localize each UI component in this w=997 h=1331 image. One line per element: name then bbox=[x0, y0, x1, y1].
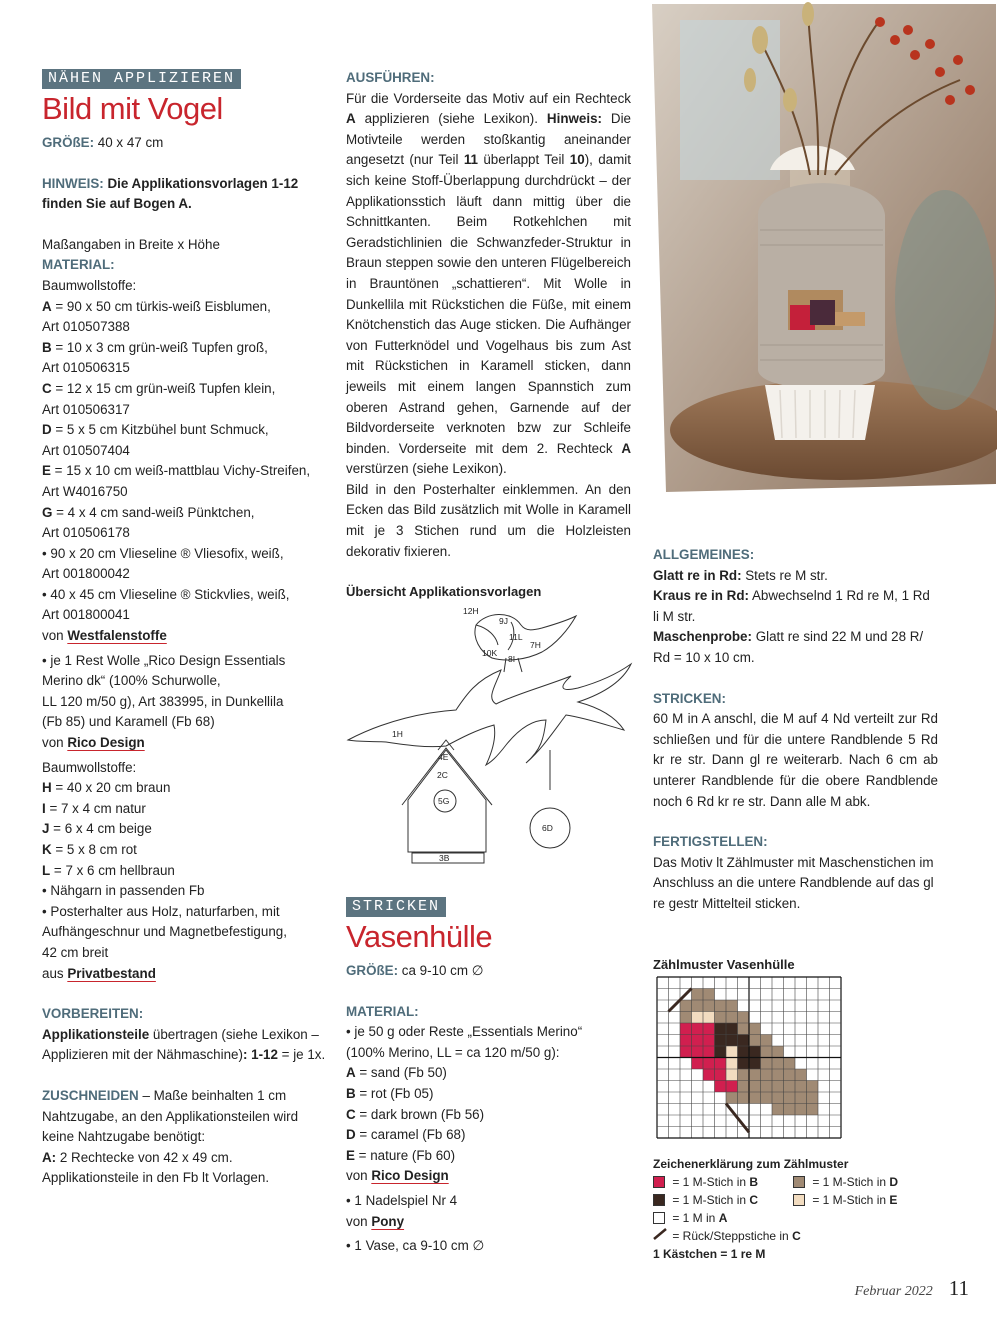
chart-cell bbox=[795, 1092, 807, 1104]
chart-cell bbox=[761, 1046, 773, 1058]
section-tag: NÄHEN APPLIZIEREN bbox=[42, 69, 241, 89]
list-item: A = sand (Fb 50) bbox=[346, 1065, 447, 1081]
exec-label: AUSFÜHREN: bbox=[346, 70, 435, 85]
chart-cell bbox=[807, 1104, 819, 1116]
chart-cell bbox=[807, 1081, 819, 1093]
diagram-label: 8I bbox=[508, 654, 516, 664]
magazine-issue: Februar 2022 bbox=[854, 1284, 933, 1299]
chart-cell bbox=[703, 989, 715, 1001]
list-item: • 90 x 20 cm Vlieseline ® Vliesofix, weiß, bbox=[42, 545, 284, 561]
swatch-brown bbox=[653, 1194, 665, 1206]
list-item: H = 40 x 20 cm braun bbox=[42, 780, 171, 796]
overview-caption: Übersicht Applikationsvorlagen bbox=[346, 584, 542, 600]
chart-cell bbox=[784, 1104, 796, 1116]
legend-entry: = 1 M-Stich in E bbox=[793, 1191, 897, 1209]
page-number: 11 bbox=[948, 1276, 969, 1300]
chart-cell bbox=[795, 1104, 807, 1116]
swatch-caramel bbox=[793, 1176, 805, 1188]
chart-cell bbox=[772, 1081, 784, 1093]
list-item: G = 4 x 4 cm sand-weiß Pünktchen, bbox=[42, 504, 255, 520]
chart-cell bbox=[692, 1035, 704, 1047]
diagram-label: 12H bbox=[463, 606, 479, 616]
chart-cell bbox=[761, 1081, 773, 1093]
list-item: Art W4016750 bbox=[42, 483, 128, 499]
chart-cell bbox=[761, 1058, 773, 1070]
list-item: • 40 x 45 cm Vlieseline ® Stickvlies, weiß, bbox=[42, 586, 290, 602]
supplier-rico: Rico Design bbox=[67, 735, 145, 751]
diagram-label: 7H bbox=[530, 640, 541, 650]
chart-cell bbox=[726, 1081, 738, 1093]
chart-cell bbox=[692, 1058, 704, 1070]
hint-line bbox=[42, 174, 332, 215]
legend-title: Zeichenerklärung zum Zählmuster bbox=[653, 1157, 849, 1171]
chart-cell bbox=[715, 1012, 727, 1024]
exec-text-2: Bild in den Posterhalter einklemmen. An den Ecken das Bild zusätzlich mit Wolle in Karamell mit je 3 Stichen rund um die Holzleisten dekorativ fixieren. bbox=[346, 481, 631, 559]
chart-cell bbox=[703, 1058, 715, 1070]
chart-cell bbox=[784, 1092, 796, 1104]
list-item: B = 10 x 3 cm grün-weiß Tupfen groß, bbox=[42, 339, 268, 355]
legend-entry: = 1 M in A bbox=[653, 1209, 943, 1227]
chart-cell bbox=[715, 1081, 727, 1093]
supplier-line: von Rico Design bbox=[42, 735, 145, 751]
list-item: • 1 Vase, ca 9-10 cm ∅ bbox=[346, 1238, 485, 1254]
list-item: D = 5 x 5 cm Kitzbühel bunt Schmuck, bbox=[42, 422, 269, 438]
chart-cell bbox=[749, 1092, 761, 1104]
section-tag: STRICKEN bbox=[346, 897, 446, 917]
chart-cell bbox=[807, 1092, 819, 1104]
diagram-label: 9J bbox=[499, 616, 508, 626]
chart-cell bbox=[692, 1000, 704, 1012]
prep-text: Applikationsteile übertragen (siehe Lexikon – Applizieren mit der Nähmaschine): 1-12 = je 1x. bbox=[42, 1026, 326, 1063]
chart-cell bbox=[772, 1092, 784, 1104]
hint-label: HINWEIS: bbox=[42, 175, 104, 191]
wool-line: Merino dk“ (100% Schurwolle, bbox=[42, 673, 221, 689]
knit-text: 60 M in A anschl, die M auf 4 Nd verteilt zur Rd schließen und für die untere Randblende 5 Rd kr re str. Dann gl re weiterarb. Nach 6 cm ab unterer Randblende für die obere Randblende noch 6 Rd kr re str. Dann alle M abk. bbox=[653, 711, 938, 809]
list-item: Art 010507404 bbox=[42, 442, 130, 458]
chart-cell bbox=[738, 1092, 750, 1104]
general-line: Kraus re in Rd: Abwechselnd 1 Rd re M, 1 Rd li M str. bbox=[653, 588, 930, 624]
chart-cell bbox=[680, 1023, 692, 1035]
chart-cell bbox=[761, 1092, 773, 1104]
chart-cell bbox=[680, 1035, 692, 1047]
knit-label: STRICKEN: bbox=[653, 690, 726, 706]
chart-cell bbox=[703, 1069, 715, 1081]
chart-cell bbox=[715, 1069, 727, 1081]
chart-cell bbox=[738, 1012, 750, 1024]
chart-cell bbox=[738, 1069, 750, 1081]
chart-cell bbox=[726, 1046, 738, 1058]
chart-cell bbox=[715, 1000, 727, 1012]
backstitch-icon bbox=[653, 1227, 667, 1245]
chart-cell bbox=[749, 1058, 761, 1070]
chart-cell bbox=[772, 1104, 784, 1116]
swatch-nature bbox=[793, 1194, 805, 1206]
list-item: Art 001800042 bbox=[42, 566, 130, 582]
chart-cell bbox=[738, 1058, 750, 1070]
chart-cell bbox=[703, 1035, 715, 1047]
diagram-label: 3B bbox=[439, 853, 450, 863]
list-item: • 1 Nadelspiel Nr 4 bbox=[346, 1192, 458, 1208]
chart-cell bbox=[784, 1058, 796, 1070]
cut-last: Applikationsteile in den Fb lt Vorlagen. bbox=[42, 1170, 270, 1186]
swatch-red bbox=[653, 1176, 665, 1188]
diagram-label: 2C bbox=[437, 770, 448, 780]
page-title: Bild mit Vogel bbox=[42, 91, 223, 126]
legend-note: 1 Kästchen = 1 re M bbox=[653, 1247, 766, 1261]
chart-cell bbox=[726, 1035, 738, 1047]
chart-cell bbox=[726, 1092, 738, 1104]
chart-cell bbox=[795, 1081, 807, 1093]
chart-cell bbox=[772, 1069, 784, 1081]
supplier-westfalenstoffe: Westfalenstoffe bbox=[67, 628, 167, 644]
measure-note: Maßangaben in Breite x Höhe bbox=[42, 236, 220, 252]
list-item: Aufhängeschnur und Magnetbefestigung, bbox=[42, 924, 287, 940]
diagram-label: 11L bbox=[509, 632, 523, 642]
right-column bbox=[653, 545, 938, 975]
list-item: Art 010506317 bbox=[42, 401, 130, 417]
chart-cell bbox=[761, 1035, 773, 1047]
supplier-privat: Privatbestand bbox=[67, 965, 156, 981]
chart-cell bbox=[772, 1046, 784, 1058]
chart-cell bbox=[692, 1023, 704, 1035]
applique-overview-diagram bbox=[346, 600, 636, 875]
chart-cell bbox=[715, 1023, 727, 1035]
vase-section bbox=[346, 896, 631, 1257]
list-item: K = 5 x 8 cm rot bbox=[42, 842, 137, 857]
list-item: E = nature (Fb 60) bbox=[346, 1147, 456, 1163]
chart-cell bbox=[738, 1081, 750, 1093]
legend-entry: = 1 M-Stich in B bbox=[653, 1173, 793, 1191]
chart-cell bbox=[703, 1023, 715, 1035]
finish-label: FERTIGSTELLEN: bbox=[653, 834, 768, 850]
chart-cell bbox=[680, 1046, 692, 1058]
diagram-label: 1H bbox=[392, 729, 403, 739]
exec-text: Für die Vorderseite das Motiv auf ein Rechteck A applizieren (siehe Lexikon). Hinweis: Die Motivteile werden stoßkantig aneinander angesetzt (nur Teil 11 überlappt Teil 10), damit sich keine Stoff-Überlappung durchdrückt – der Applikationsstich läuft dann mittig über die Schnittkanten. Beim Rotkehlchen mit Geradstichlinien die Schwanzfeder-Struktur in Braun steppen sowie den unteren Flügelbereich in Brauntönen „schattieren“. Mit Wolle in Dunkellila mit Rückstichen die Füße, mit einem Knötchenstich das Auge sticken. Die Aufhänger von Futterknödel und Vogelhaus bis zum Ast mit Rückstichen in Karamell sticken, dann jeweils mit einem langen Spannstich zum oberen Astrand gehen, Garnende auf der Bildvorderseite verknoten bzw zur Schleife binden. Vorderseite mit dem 2. Rechteck A verstürzen (siehe Lexikon). bbox=[346, 90, 631, 477]
legend-entry: = 1 M-Stich in C bbox=[653, 1191, 793, 1209]
list-item: • Posterhalter aus Holz, naturfarben, mit bbox=[42, 903, 280, 919]
hint-text: Die Applikationsvorlagen 1-12 finden Sie auf Bogen A. bbox=[42, 175, 299, 212]
chart-cell bbox=[692, 1046, 704, 1058]
material-label: MATERIAL: bbox=[346, 1003, 419, 1019]
list-item: (100% Merino, LL = ca 120 m/50 g): bbox=[346, 1044, 560, 1060]
size-label: GRÖßE: bbox=[42, 135, 95, 150]
legend-entry: = 1 M-Stich in D bbox=[793, 1173, 898, 1191]
chart-cell bbox=[749, 1023, 761, 1035]
wool-line: LL 120 m/50 g), Art 383995, in Dunkellila bbox=[42, 693, 284, 709]
chart-cell bbox=[715, 1035, 727, 1047]
general-line: Glatt re in Rd: Stets re M str. bbox=[653, 567, 828, 583]
chart-cell bbox=[749, 1081, 761, 1093]
list-item: Art 010506315 bbox=[42, 360, 130, 376]
list-item: D = caramel (Fb 68) bbox=[346, 1127, 466, 1143]
chart-cell bbox=[738, 1035, 750, 1047]
chart-cell bbox=[749, 1046, 761, 1058]
chart-cell bbox=[703, 1012, 715, 1024]
chart-cell bbox=[726, 1069, 738, 1081]
supplier-line: von Westfalenstoffe bbox=[42, 628, 167, 644]
diagram-label: 6D bbox=[542, 823, 553, 833]
list-item: I = 7 x 4 cm natur bbox=[42, 800, 146, 816]
page-footer bbox=[855, 1276, 969, 1301]
size-line bbox=[42, 133, 332, 154]
chart-caption: Zählmuster Vasenhülle bbox=[653, 956, 795, 972]
chart-cell bbox=[749, 1035, 761, 1047]
chart-legend bbox=[653, 1155, 943, 1263]
branch-outline bbox=[348, 664, 631, 765]
chart-cell bbox=[715, 1058, 727, 1070]
list-item: J = 6 x 4 cm beige bbox=[42, 821, 152, 837]
list-item: E = 15 x 10 cm weiß-mattblau Vichy-Streifen, bbox=[42, 463, 311, 479]
left-column bbox=[42, 68, 332, 1189]
diagram-label: 10K bbox=[482, 648, 498, 658]
chart-cell bbox=[703, 1000, 715, 1012]
list-item: C = 12 x 15 cm grün-weiß Tupfen klein, bbox=[42, 380, 276, 396]
diagram-label: 4E bbox=[438, 752, 449, 762]
list-item: A = 90 x 50 cm türkis-weiß Eisblumen, bbox=[42, 298, 271, 314]
list-item: B = rot (Fb 05) bbox=[346, 1085, 434, 1101]
list-item: Art 010506178 bbox=[42, 525, 130, 541]
chart-cell bbox=[795, 1069, 807, 1081]
list-item: • Nähgarn in passenden Fb bbox=[42, 883, 205, 899]
chart-cell bbox=[784, 1081, 796, 1093]
chart-cell bbox=[692, 1012, 704, 1024]
wool-line: • je 1 Rest Wolle „Rico Design Essentials bbox=[42, 652, 286, 668]
swatch-white bbox=[653, 1212, 665, 1224]
finish-text: Das Motiv lt Zählmuster mit Maschenstichen im Anschluss an die untere Randblende auf das gl re gestr Mittelteil sticken. bbox=[653, 854, 934, 911]
fabrics-label: Baumwollstoffe: bbox=[42, 277, 137, 293]
chart-cell bbox=[703, 1046, 715, 1058]
material-label: MATERIAL: bbox=[42, 257, 115, 273]
supplier-line: von Rico Design bbox=[346, 1168, 449, 1184]
chart-cell bbox=[680, 1012, 692, 1024]
list-item: C = dark brown (Fb 56) bbox=[346, 1106, 485, 1122]
chart-cell bbox=[726, 1000, 738, 1012]
diagram-label: 5G bbox=[438, 796, 450, 806]
list-item: Art 001800041 bbox=[42, 607, 130, 623]
supplier-line: von Pony bbox=[346, 1213, 405, 1229]
chart-cell bbox=[726, 1023, 738, 1035]
chart-cell bbox=[749, 1069, 761, 1081]
cut-text: ZUSCHNEIDEN – Maße beinhalten 1 cm Nahtzugabe, an den Applikationsteilen wird keine Nahtzugabe benötigt: bbox=[42, 1087, 299, 1145]
section-title: Vasenhülle bbox=[346, 919, 493, 954]
cut-a: A: 2 Rechtecke von 42 x 49 cm. bbox=[42, 1149, 233, 1165]
chart-cell bbox=[692, 989, 704, 1001]
list-item: Art 010507388 bbox=[42, 319, 130, 335]
chart-cell bbox=[784, 1069, 796, 1081]
fabric-list bbox=[42, 297, 332, 627]
middle-column bbox=[346, 68, 631, 603]
prep-label: VORBEREITEN: bbox=[42, 1006, 144, 1022]
general-line: Maschenprobe: Glatt re sind 22 M und 28 R/ Rd = 10 x 10 cm. bbox=[653, 629, 924, 665]
general-label: ALLGEMEINES: bbox=[653, 547, 755, 562]
fabrics2-label: Baumwollstoffe: bbox=[42, 759, 137, 775]
chart-cell bbox=[715, 1046, 727, 1058]
chart-cell bbox=[680, 1000, 692, 1012]
wool-line: (Fb 85) und Karamell (Fb 68) bbox=[42, 714, 215, 730]
legend-entry: = Rück/Steppstiche in C bbox=[653, 1227, 943, 1245]
list-item: 42 cm breit bbox=[42, 944, 109, 960]
count-chart-grid bbox=[653, 973, 853, 1149]
vase-photo bbox=[640, 0, 997, 505]
chart-cell bbox=[738, 1046, 750, 1058]
supplier-line: aus Privatbestand bbox=[42, 965, 156, 981]
chart-cell bbox=[761, 1069, 773, 1081]
supplier-rico: Rico Design bbox=[371, 1168, 449, 1184]
chart-cell bbox=[726, 1058, 738, 1070]
chart-cell bbox=[772, 1058, 784, 1070]
list-item: • je 50 g oder Reste „Essentials Merino“ bbox=[346, 1024, 583, 1040]
chart-cell bbox=[726, 1012, 738, 1024]
list-item: L = 7 x 6 cm hellbraun bbox=[42, 862, 175, 878]
chart-cell bbox=[738, 1023, 750, 1035]
supplier-pony: Pony bbox=[371, 1213, 405, 1229]
size-line: GRÖßE: ca 9-10 cm ∅ bbox=[346, 963, 484, 978]
size-value: 40 x 47 cm bbox=[94, 135, 164, 150]
